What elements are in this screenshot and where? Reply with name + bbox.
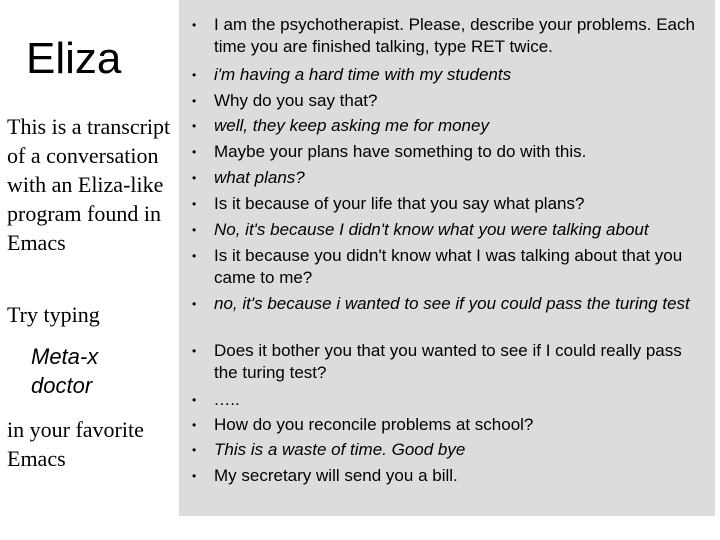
user-line: i'm having a hard time with my students [214,65,512,84]
command-argument: doctor [31,373,93,398]
eliza-line: I am the psychotherapist. Please, describe your problems. Each time you are finished talking, type RET twice. [214,15,695,56]
user-line: ….. [214,390,241,409]
user-line: No, it's because I didn't know what you were talking about [214,220,649,239]
bullet-icon: • [192,297,197,311]
user-line: This is a waste of time. Good bye [214,440,466,459]
bullet-icon: • [192,443,197,457]
transcript-panel [179,0,715,516]
bullet-icon: • [192,197,197,211]
user-line: well, they keep asking me for money [214,116,489,135]
user-line: what plans? [214,168,305,187]
eliza-line: Does it bother you that you wanted to see if I could really pass the turing test? [214,341,682,382]
bullet-icon: • [192,94,197,108]
eliza-line: My secretary will send you a bill. [214,466,458,485]
eliza-line: How do you reconcile problems at school? [214,415,534,434]
info-column [0,0,178,540]
bullet-icon: • [192,145,197,159]
bullet-icon: • [192,469,197,483]
eliza-line: Is it because of your life that you say what plans? [214,194,585,213]
bullet-icon: • [192,344,197,358]
page-title: Eliza [26,34,122,83]
bullet-icon: • [192,393,197,407]
bullet-icon: • [192,418,197,432]
eliza-line: Maybe your plans have something to do with this. [214,142,587,161]
eliza-line: Is it because you didn't know what I was talking about that you came to me? [214,246,683,287]
bullet-icon: • [192,119,197,133]
favorite-emacs-text: in your favorite Emacs [7,417,144,471]
description-text: This is a transcript of a conversation with an Eliza-like program found in Emacs [7,114,171,255]
bullet-icon: • [192,68,197,82]
bullet-icon: • [192,223,197,237]
user-line: no, it's because i wanted to see if you could pass the turing test [214,294,690,313]
bullet-icon: • [192,171,197,185]
command-name: Meta-x [31,344,99,369]
command-text [31,342,98,400]
bullet-icon: • [192,249,197,263]
try-typing-label: Try typing [7,302,100,327]
eliza-line: Why do you say that? [214,91,378,110]
bullet-icon: • [192,18,197,32]
